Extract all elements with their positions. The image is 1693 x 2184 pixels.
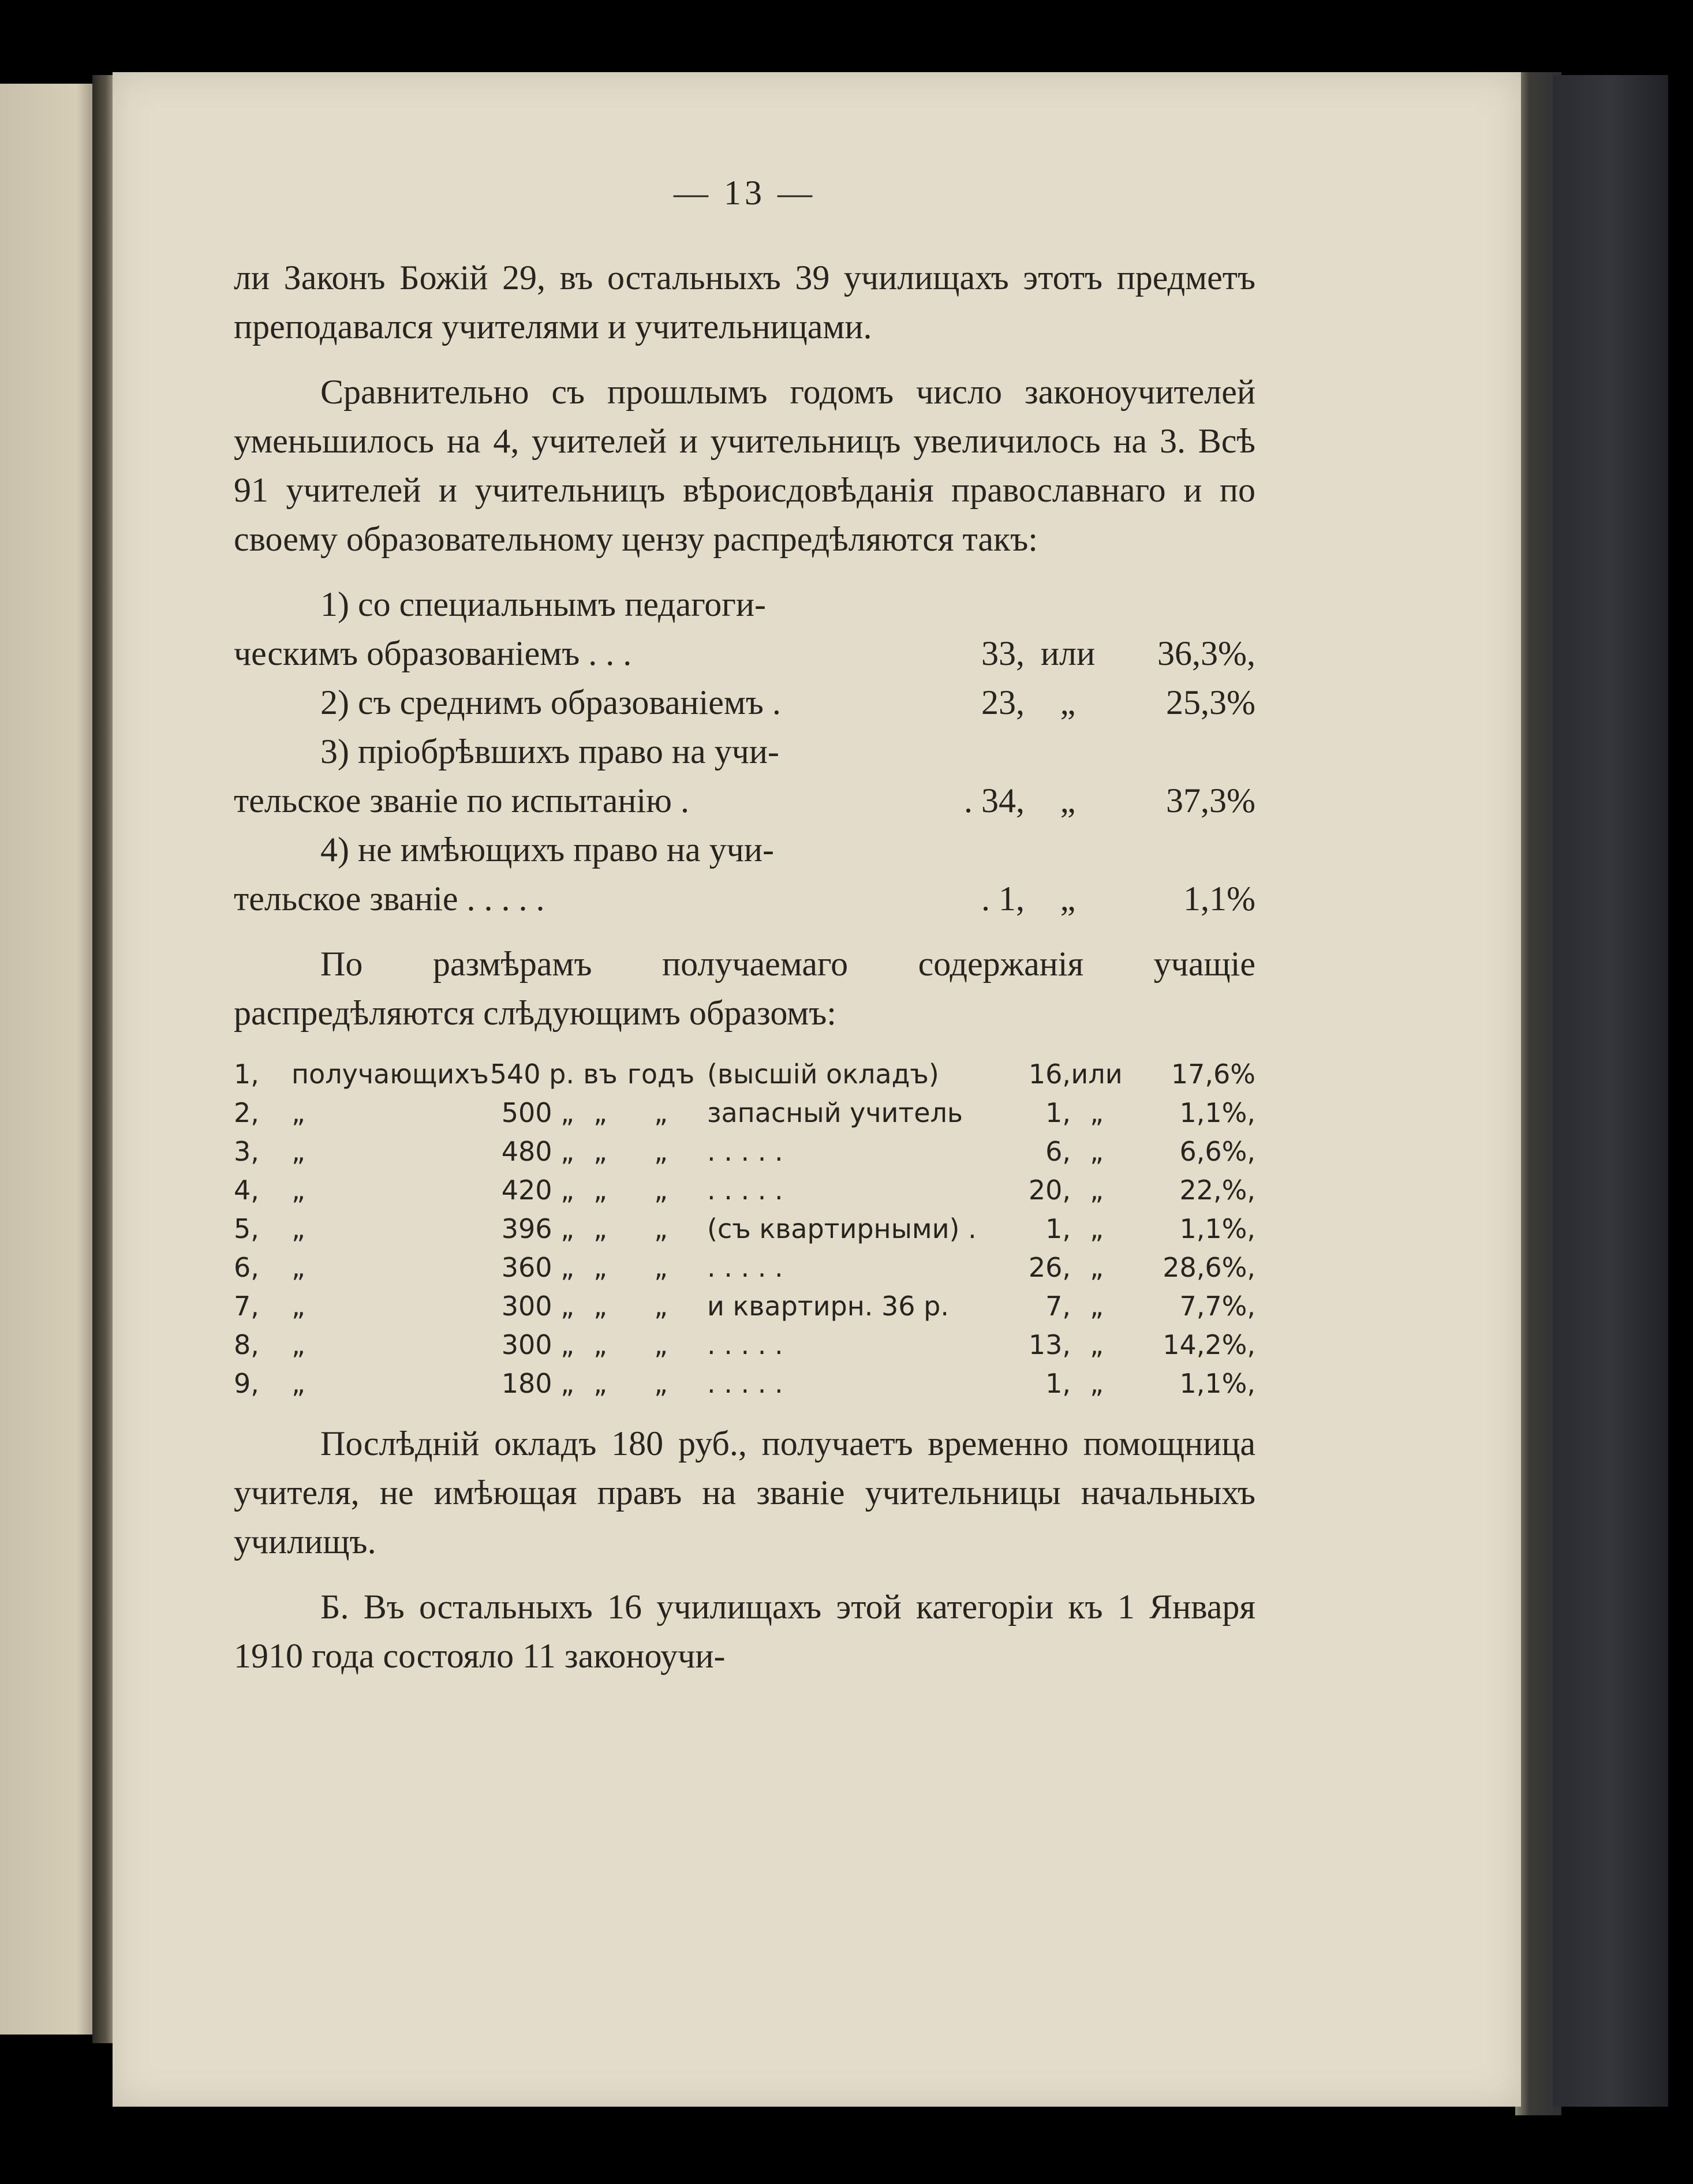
education-item-1-line-1 bbox=[234, 580, 1255, 629]
row-note: (съ квартирными) . bbox=[707, 1213, 977, 1244]
education-item-sep: „ bbox=[1060, 880, 1076, 918]
book-cover bbox=[1553, 75, 1668, 2107]
row-index: 8, bbox=[234, 1329, 259, 1360]
table-row bbox=[234, 1055, 1255, 1094]
paragraph-4: Послѣдній окладъ 180 руб., получаетъ временно помощница учителя, не имѣющая правъ на званіе учительницы начальныхъ училищъ. bbox=[234, 1424, 1255, 1561]
education-item-text: ческимъ образованіемъ . . . bbox=[234, 634, 632, 672]
row-index: 2, bbox=[234, 1097, 259, 1128]
row-note: и квартирн. 36 р. bbox=[707, 1291, 949, 1322]
paragraph-2: Сравнительно съ прошлымъ годомъ число законоучителей уменьшилось на 4, учителей и учительницъ увеличилось на 3. Всѣ 91 учителей и учительницъ вѣроисдовѣданія православнаго и по своему образовательному цензу распредѣляются такъ: bbox=[234, 373, 1255, 558]
table-row bbox=[234, 1248, 1255, 1287]
row-year: „ bbox=[654, 1097, 668, 1128]
row-who: „ bbox=[291, 1213, 305, 1244]
education-item-percent: 36,3%, bbox=[1157, 634, 1255, 672]
row-amount: 360 „ bbox=[501, 1252, 574, 1283]
education-item-percent: 37,3% bbox=[1166, 781, 1255, 820]
row-year: „ bbox=[654, 1252, 668, 1283]
row-sep: „ bbox=[1090, 1291, 1104, 1322]
row-percent: 1,1%, bbox=[1179, 1368, 1255, 1399]
table-row bbox=[234, 1364, 1255, 1403]
row-percent: 22,%, bbox=[1179, 1175, 1255, 1206]
row-index: 5, bbox=[234, 1213, 259, 1244]
row-percent: 17,6% bbox=[1171, 1059, 1255, 1090]
row-percent: 1,1%, bbox=[1179, 1097, 1255, 1128]
education-item-count: 33, bbox=[981, 634, 1025, 672]
row-unit: „ bbox=[593, 1368, 607, 1399]
row-count: 1, bbox=[1045, 1368, 1071, 1399]
row-index: 3, bbox=[234, 1136, 259, 1167]
row-year: „ bbox=[654, 1291, 668, 1322]
row-year: годъ bbox=[627, 1059, 695, 1090]
salary-table bbox=[234, 1055, 1255, 1403]
row-who: „ bbox=[291, 1368, 305, 1399]
row-amount: 540 р. bbox=[489, 1059, 574, 1090]
row-who: „ bbox=[291, 1329, 305, 1360]
education-item-count: . 34, bbox=[964, 781, 1025, 820]
row-year: „ bbox=[654, 1175, 668, 1206]
row-year: „ bbox=[654, 1136, 668, 1167]
row-sep: или bbox=[1071, 1059, 1123, 1090]
row-percent: 6,6%, bbox=[1179, 1136, 1255, 1167]
row-unit: „ bbox=[593, 1291, 607, 1322]
row-note: . . . . . bbox=[707, 1136, 783, 1167]
row-count: 7, bbox=[1045, 1291, 1071, 1322]
education-item-text: тельское званіе по испытанію . bbox=[234, 781, 689, 820]
row-amount: 420 „ bbox=[501, 1175, 574, 1206]
paragraph-1: ли Законъ Божій 29, въ остальныхъ 39 училищахъ этотъ предметъ преподавался учителями и учительницами. bbox=[234, 259, 1255, 346]
education-item-3-line-2 bbox=[234, 776, 1255, 825]
row-amount: 480 „ bbox=[501, 1136, 574, 1167]
row-who: получающихъ bbox=[291, 1059, 489, 1090]
page-content bbox=[234, 173, 1255, 1681]
paragraph-5: Б. Въ остальныхъ 16 училищахъ этой категоріи къ 1 Января 1910 года состояло 11 законоучи- bbox=[234, 1588, 1255, 1675]
education-item-count: 23, bbox=[981, 683, 1025, 721]
row-who: „ bbox=[291, 1252, 305, 1283]
row-count: 6, bbox=[1045, 1136, 1071, 1167]
row-who: „ bbox=[291, 1136, 305, 1167]
education-item-4-line-1 bbox=[234, 825, 1255, 874]
row-index: 7, bbox=[234, 1291, 259, 1322]
row-sep: „ bbox=[1090, 1175, 1104, 1206]
row-year: „ bbox=[654, 1213, 668, 1244]
table-row bbox=[234, 1094, 1255, 1132]
row-amount: 500 „ bbox=[501, 1097, 574, 1128]
education-list bbox=[234, 580, 1255, 923]
page-number: — 13 — bbox=[674, 174, 816, 212]
row-percent: 1,1%, bbox=[1179, 1213, 1255, 1244]
row-who: „ bbox=[291, 1291, 305, 1322]
row-who: „ bbox=[291, 1175, 305, 1206]
education-item-sep: „ bbox=[1060, 781, 1076, 820]
row-sep: „ bbox=[1090, 1213, 1104, 1244]
row-note: . . . . . bbox=[707, 1252, 783, 1283]
row-note: . . . . . bbox=[707, 1175, 783, 1206]
education-item-count: . 1, bbox=[981, 880, 1025, 918]
education-item-2 bbox=[234, 678, 1255, 727]
row-count: 13, bbox=[1028, 1329, 1071, 1360]
row-note: . . . . . bbox=[707, 1329, 783, 1360]
row-amount: 300 „ bbox=[501, 1329, 574, 1360]
row-year: „ bbox=[654, 1368, 668, 1399]
row-unit: „ bbox=[593, 1329, 607, 1360]
education-item-text: 1) со специальнымъ педагоги- bbox=[320, 585, 767, 623]
education-item-percent: 25,3% bbox=[1166, 683, 1255, 721]
education-item-percent: 1,1% bbox=[1183, 880, 1255, 918]
row-unit: въ bbox=[583, 1059, 618, 1090]
row-count: 20, bbox=[1028, 1175, 1071, 1206]
education-item-sep: или bbox=[1040, 634, 1096, 672]
row-amount: 396 „ bbox=[501, 1213, 574, 1244]
row-index: 1, bbox=[234, 1059, 259, 1090]
table-row bbox=[234, 1171, 1255, 1210]
row-sep: „ bbox=[1090, 1368, 1104, 1399]
row-sep: „ bbox=[1090, 1252, 1104, 1283]
row-note: (высшій окладъ) bbox=[707, 1059, 939, 1090]
row-amount: 300 „ bbox=[501, 1291, 574, 1322]
row-percent: 28,6%, bbox=[1163, 1252, 1255, 1283]
row-unit: „ bbox=[593, 1252, 607, 1283]
education-item-sep: „ bbox=[1060, 683, 1076, 721]
row-index: 9, bbox=[234, 1368, 259, 1399]
row-count: 26, bbox=[1028, 1252, 1071, 1283]
row-index: 6, bbox=[234, 1252, 259, 1283]
paragraph-3: По размѣрамъ получаемаго содержанія учащіе распредѣляются слѣдующимъ образомъ: bbox=[234, 945, 1255, 1032]
row-note: . . . . . bbox=[707, 1368, 783, 1399]
table-row bbox=[234, 1287, 1255, 1326]
book-gutter bbox=[92, 75, 115, 2043]
row-sep: „ bbox=[1090, 1097, 1104, 1128]
table-row bbox=[234, 1326, 1255, 1364]
education-item-4-line-2 bbox=[234, 874, 1255, 923]
education-item-text: 4) не имѣющихъ право на учи- bbox=[320, 831, 774, 869]
row-unit: „ bbox=[593, 1097, 607, 1128]
education-item-text: 3) пріобрѣвшихъ право на учи- bbox=[320, 732, 779, 771]
row-unit: „ bbox=[593, 1175, 607, 1206]
table-row bbox=[234, 1132, 1255, 1171]
row-count: 1, bbox=[1045, 1097, 1071, 1128]
row-sep: „ bbox=[1090, 1329, 1104, 1360]
education-item-text: 2) съ среднимъ образованіемъ . bbox=[320, 683, 781, 721]
table-row bbox=[234, 1210, 1255, 1248]
row-year: „ bbox=[654, 1329, 668, 1360]
row-unit: „ bbox=[593, 1213, 607, 1244]
education-item-3-line-1 bbox=[234, 727, 1255, 776]
row-percent: 14,2%, bbox=[1163, 1329, 1255, 1360]
row-sep: „ bbox=[1090, 1136, 1104, 1167]
row-count: 16, bbox=[1028, 1059, 1071, 1090]
education-item-1-line-2 bbox=[234, 629, 1255, 678]
row-index: 4, bbox=[234, 1175, 259, 1206]
row-note: запасный учитель bbox=[707, 1097, 963, 1128]
row-who: „ bbox=[291, 1097, 305, 1128]
row-amount: 180 „ bbox=[501, 1368, 574, 1399]
row-unit: „ bbox=[593, 1136, 607, 1167]
row-count: 1, bbox=[1045, 1213, 1071, 1244]
education-item-text: тельское званіе . . . . . bbox=[234, 880, 545, 918]
row-percent: 7,7%, bbox=[1179, 1291, 1255, 1322]
